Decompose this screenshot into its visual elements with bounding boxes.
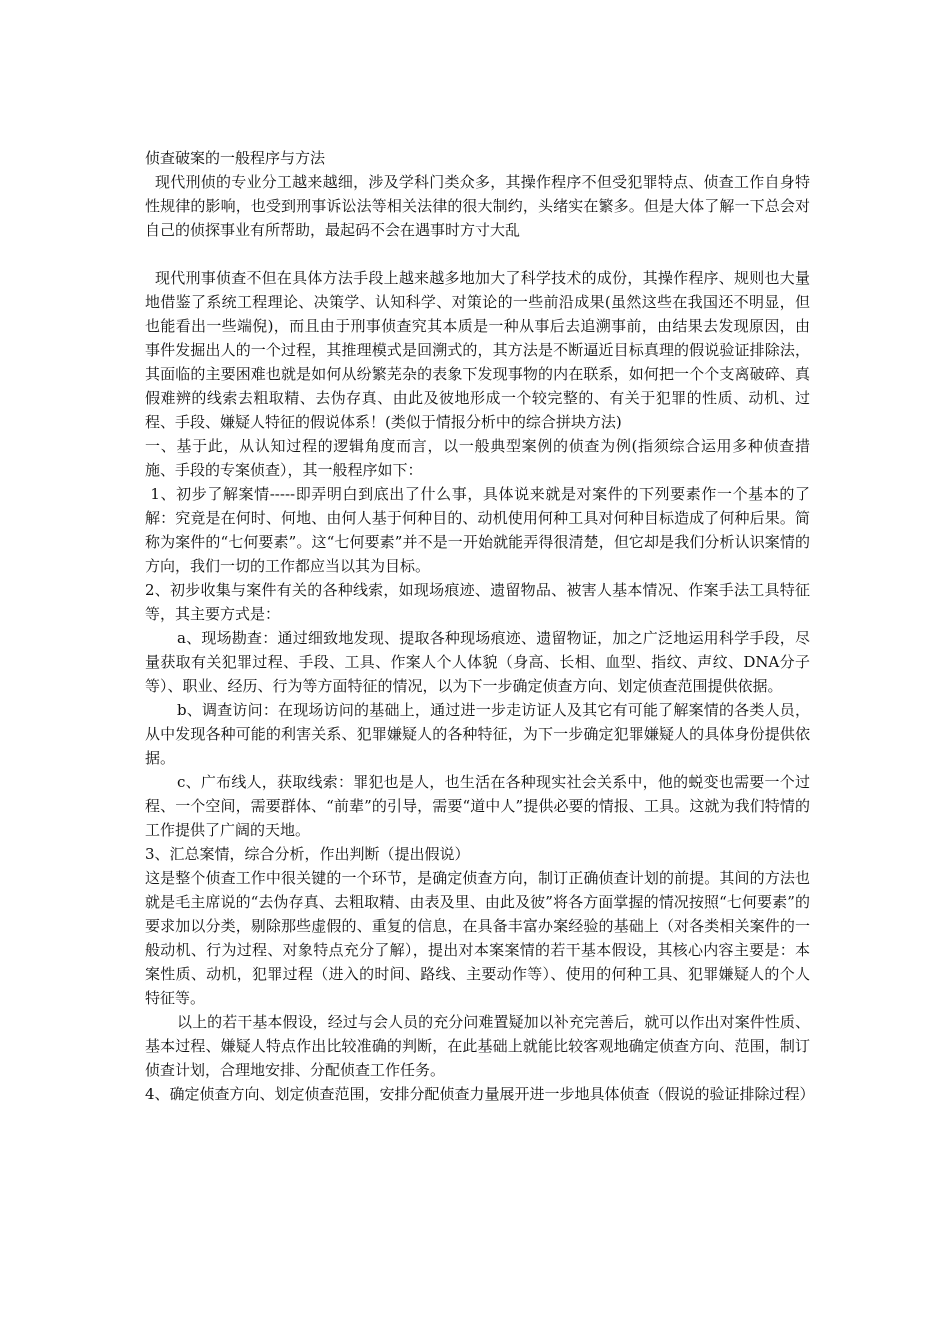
paragraph-step-3-detail: 这是整个侦查工作中很关键的一个环节，是确定侦查方向，制订正确侦查计划的前提。其间的方法也就是毛主席说的“去伪存真、去粗取精、由表及里、由此及彼”将各方面掌握的情况按照“七何要素”的要求加以分类，剔除那些虚假的、重复的信息，在具备丰富办案经验的基础上（对各类相关案件的一般动机、行为过程、对象特点充分了解），提出对本案案情的若干基本假设，其核心内容主要是：本案性质、动机，犯罪过程（进入的时间、路线、主要动作等）、使用的何种工具、犯罪嫌疑人的个人特征等。 [145,869,810,1007]
intro-paragraph: 现代刑侦的专业分工越来越细，涉及学科门类众多，其操作程序不但受犯罪特点、侦查工作自身特性规律的影响，也受到刑事诉讼法等相关法律的很大制约，头绪实在繁多。但是大体了解一下总会对自己的侦探事业有所帮助，最起码不会在遇事时方寸大乱 [145,173,810,239]
paragraph-step-2c: c、广布线人，获取线索：罪犯也是人，也生活在各种现实社会关系中，他的蜕变也需要一个过程、一个空间，需要群体、“前辈”的引导，需要“道中人”提供必要的情报、工具。这就为我们特情的工作提供了广阔的天地。 [145,773,810,839]
blank-line [145,242,810,266]
paragraph-step-2b: b、调查访问：在现场访问的基础上，通过进一步走访证人及其它有可能了解案情的各类人员，从中发现各种可能的利害关系、犯罪嫌疑人的各种特征，为下一步确定犯罪嫌疑人的具体身份提供依据。 [145,701,810,767]
paragraph-modern-investigation: 现代刑事侦查不但在具体方法手段上越来越多地加大了科学技术的成份，其操作程序、规则也大量地借鉴了系统工程理论、决策学、认知科学、对策论的一些前沿成果(虽然这些在我国还不明显，但也能看出一些端倪)，而且由于刑事侦查究其本质是一种从事后去追溯事前，由结果去发现原因，由事件发掘出人的一个过程，其推理模式是回溯式的，其方法是不断逼近目标真理的假说验证排除法，其面临的主要困难也就是如何从纷繁芜杂的表象下发现事物的内在联系，如何把一个个支离破碎、真假难辨的线索去粗取精、去伪存真、由此及彼地形成一个较完整的、有关于犯罪的性质、动机、过程、手段、嫌疑人特征的假说体系！(类似于情报分析中的综合拼块方法) [145,269,810,431]
paragraph-step-1: 1、初步了解案情-----即弄明白到底出了什么事，具体说来就是对案件的下列要素作一个基本的了解：究竟是在何时、何地、由何人基于何种目的、动机使用何种工具对何种目标造成了何种后果。简称为案件的“七何要素”。这“七何要素”并不是一开始就能弄得很清楚，但它却是我们分析认识案情的方向，我们一切的工作都应当以其为目标。 [145,485,810,575]
paragraph-step-4: 4、确定侦查方向、划定侦查范围，安排分配侦查力量展开进一步地具体侦查（假说的验证排除过程） [145,1085,815,1103]
paragraph-step-2: 2、初步收集与案件有关的各种线索，如现场痕迹、遗留物品、被害人基本情况、作案手法工具特征等，其主要方式是： [145,581,810,623]
document-title: 侦查破案的一般程序与方法 [145,149,326,167]
paragraph-step-3-conclusion: 以上的若干基本假设，经过与会人员的充分问难置疑加以补充完善后，就可以作出对案件性质、基本过程、嫌疑人特点作出比较准确的判断，在此基础上就能比较客观地确定侦查方向、范围，制订侦查计划，合理地安排、分配侦查工作任务。 [145,1013,810,1079]
document-body [145,146,815,1106]
paragraph-step-2a: a、现场勘查：通过细致地发现、提取各种现场痕迹、遗留物证，加之广泛地运用科学手段，尽量获取有关犯罪过程、手段、工具、作案人个人体貌（身高、长相、血型、指纹、声纹、DNA分子等）、职业、经历、行为等方面特征的情况，以为下一步确定侦查方向、划定侦查范围提供依据。 [145,629,810,695]
paragraph-step-3: 3、汇总案情，综合分析，作出判断（提出假说） [145,845,470,863]
paragraph-section-one: 一、基于此，从认知过程的逻辑角度而言，以一般典型案例的侦查为例(指须综合运用多种侦查措施、手段的专案侦查），其一般程序如下： [145,437,810,479]
